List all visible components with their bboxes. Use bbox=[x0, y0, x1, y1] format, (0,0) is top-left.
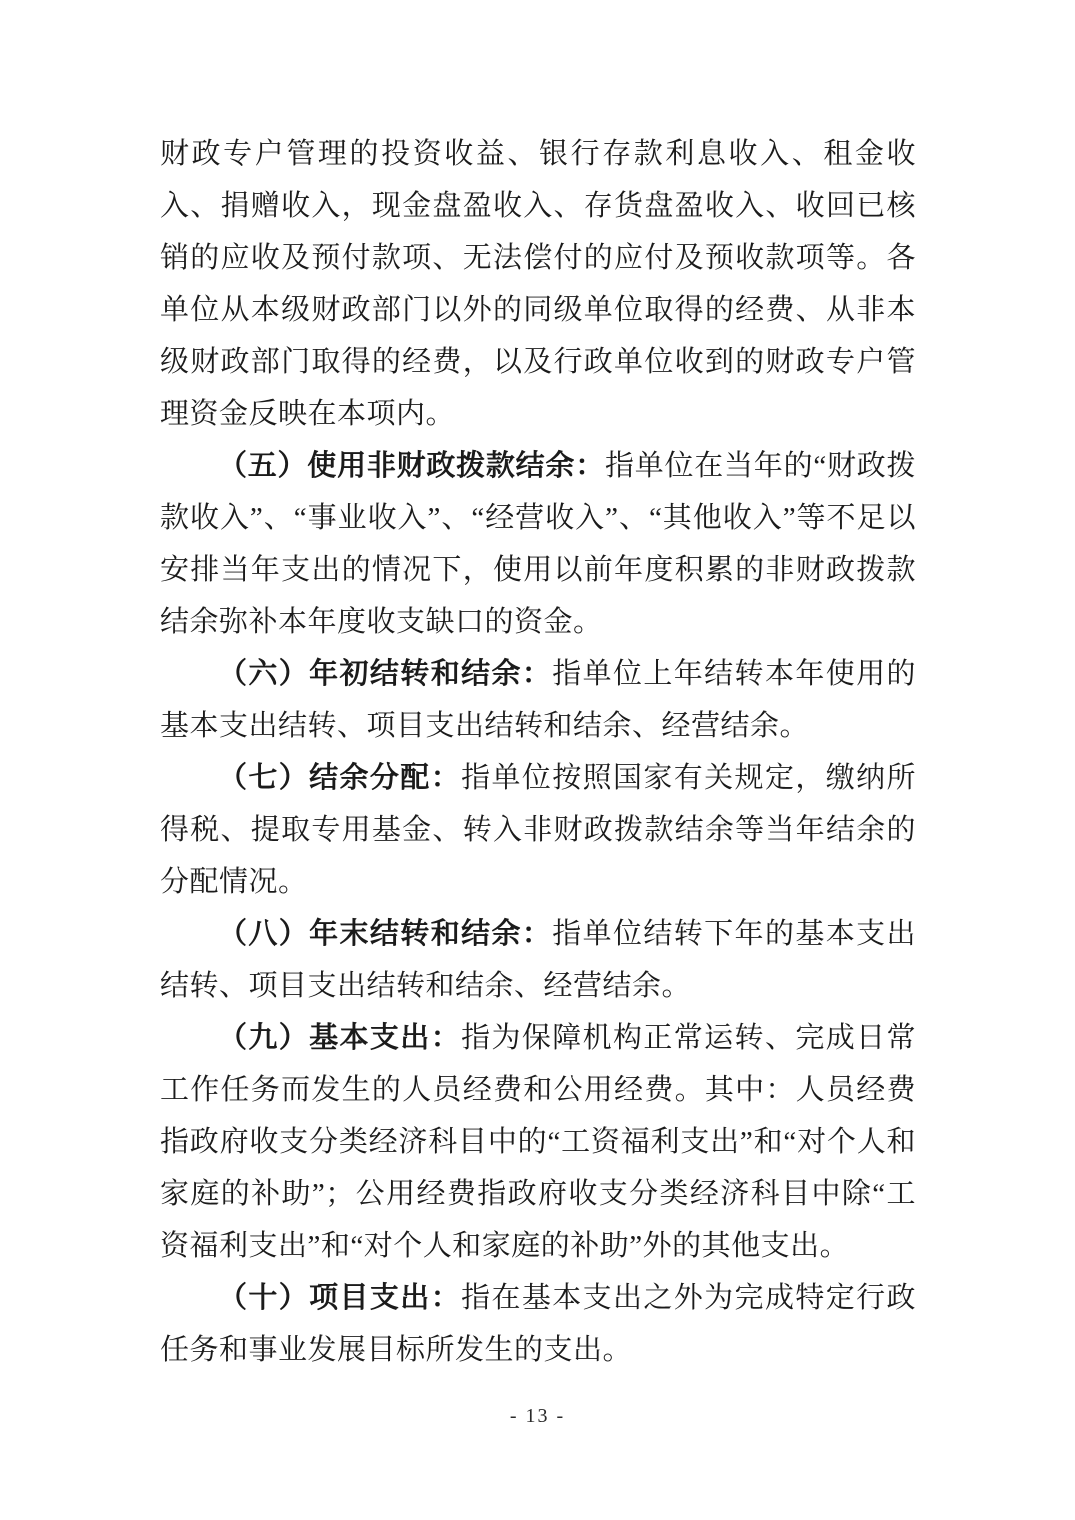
paragraph-lead: （七）结余分配： bbox=[218, 762, 462, 794]
page-number: - 13 - bbox=[509, 1405, 566, 1427]
paragraph-lead: （八）年末结转和结余： bbox=[218, 918, 553, 950]
paragraph-text: 指为保障机构正常运转、完成日常工作任务而发生的人员经费和公用经费。其中：人员经费指政府收支分类经济科目中的“工资福利支出”和“对个人和家庭的补助”；公用经费指政府收支分类经济科目中除“工资福利支出”和“对个人和家庭的补助”外的其他支出。 bbox=[160, 1022, 916, 1262]
paragraph-definition-9 bbox=[160, 1012, 916, 1272]
paragraph-lead: （六）年初结转和结余： bbox=[218, 658, 553, 690]
paragraph-continuation bbox=[160, 128, 916, 440]
paragraph-definition-5 bbox=[160, 440, 916, 648]
paragraph-definition-7 bbox=[160, 752, 916, 908]
document-body bbox=[160, 128, 916, 1376]
paragraph-definition-6 bbox=[160, 648, 916, 752]
paragraph-definition-10 bbox=[160, 1272, 916, 1376]
paragraph-definition-8 bbox=[160, 908, 916, 1012]
paragraph-text: 指单位按照国家有关规定，缴纳所得税、提取专用基金、转入非财政拨款结余等当年结余的分配情况。 bbox=[160, 762, 916, 898]
paragraph-text: 指单位上年结转本年使用的基本支出结转、项目支出结转和结余、经营结余。 bbox=[160, 658, 916, 742]
page-footer bbox=[0, 1402, 1075, 1430]
paragraph-text: 财政专户管理的投资收益、银行存款利息收入、租金收入、捐赠收入，现金盘盈收入、存货盘盈收入、收回已核销的应收及预付款项、无法偿付的应付及预收款项等。各单位从本级财政部门以外的同级单位取得的经费、从非本级财政部门取得的经费，以及行政单位收到的财政专户管理资金反映在本项内。 bbox=[160, 138, 916, 430]
paragraph-text: 指单位结转下年的基本支出结转、项目支出结转和结余、经营结余。 bbox=[160, 918, 916, 1002]
paragraph-lead: （十）项目支出： bbox=[218, 1282, 462, 1314]
paragraph-text: 指在基本支出之外为完成特定行政任务和事业发展目标所发生的支出。 bbox=[160, 1282, 916, 1366]
paragraph-lead: （九）基本支出： bbox=[218, 1022, 462, 1054]
paragraph-lead: （五）使用非财政拨款结余： bbox=[218, 450, 605, 482]
paragraph-text: 指单位在当年的“财政拨款收入”、“事业收入”、“经营收入”、“其他收入”等不足以安排当年支出的情况下，使用以前年度积累的非财政拨款结余弥补本年度收支缺口的资金。 bbox=[160, 450, 916, 638]
